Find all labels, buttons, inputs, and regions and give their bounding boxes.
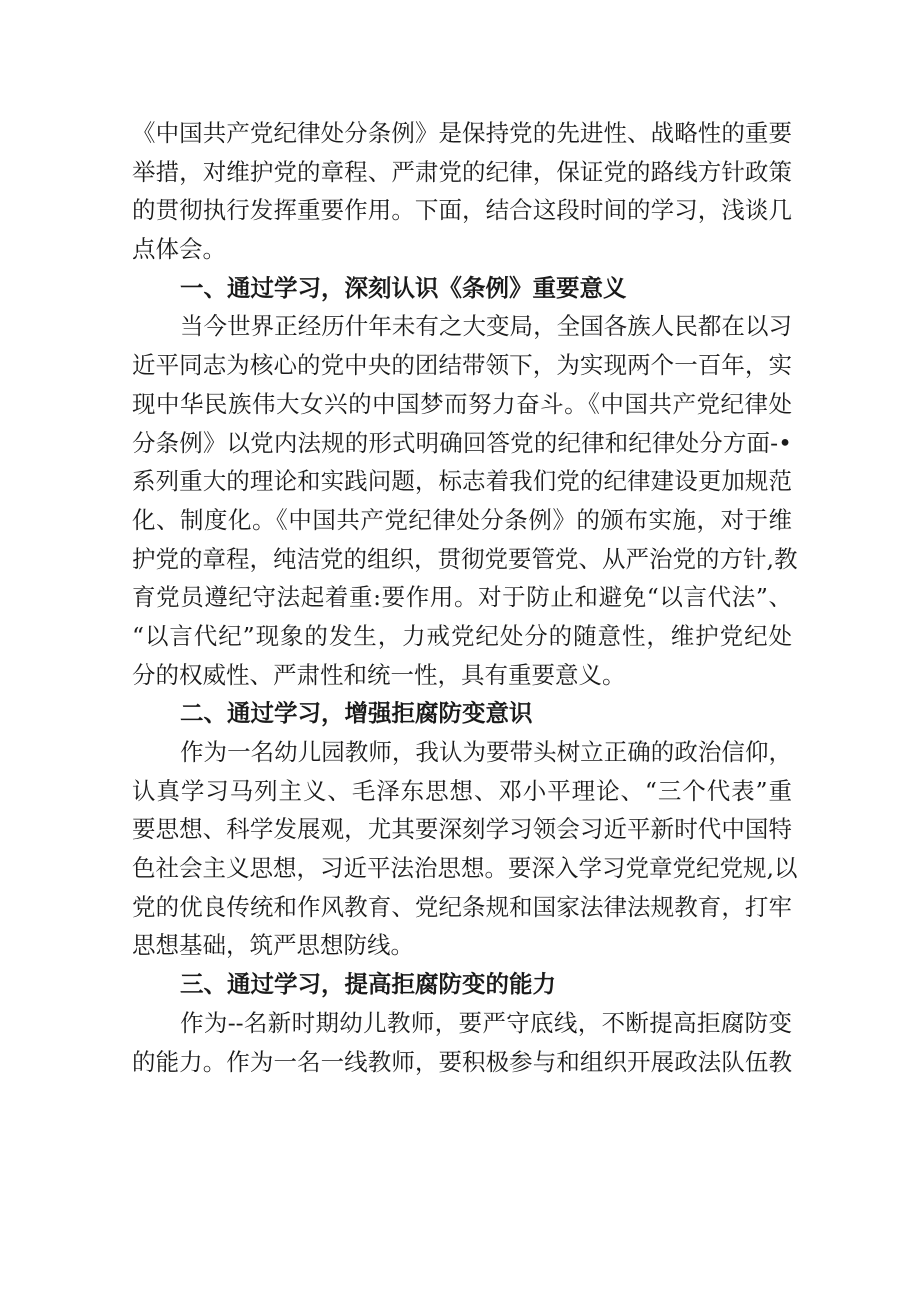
section-1-line: 当今世界正经历什年未有之大变局，全国各族人民都在以习 <box>180 312 792 341</box>
section-1-line: 近平同志为核心的党中央的团结带领下，为实现两个一百年，实 <box>132 351 792 380</box>
section-1-line: 育党员遵纪守法起着重:要作用。对于防止和避免“以言代法”、 <box>132 583 792 612</box>
section-2-line: 党的优良传统和作风教育、党纪条规和国家法律法规教育，打牢 <box>132 892 792 921</box>
section-2-line: 思想基础，筑严思想防线。 <box>132 931 414 960</box>
section-2-heading: 二、通过学习，增强拒腐防变意识 <box>180 699 533 728</box>
section-1-line: 化、制度化。《中国共产党纪律处分条例》的颁布实施，对于维 <box>132 505 792 534</box>
section-2-line: 色社会主义思想，习近平法治思想。要深入学习党章党纪党规,以 <box>132 854 798 883</box>
section-1-line: 现中华民族伟大女兴的中国梦而努力奋斗。《中国共产党纪律处 <box>132 389 792 418</box>
intro-line: 举措，对维护党的章程、严肃党的纪律，保证党的路线方针政策 <box>132 157 792 186</box>
section-3-line: 的能力。作为一名一线教师，要积极参与和组织开展政法队伍教 <box>132 1047 792 1076</box>
section-3-heading: 三、通过学习，提高拒腐防变的能力 <box>180 970 556 999</box>
section-1-line: 系列重大的理论和实践问题，标志着我们党的纪律建设更加规范 <box>132 467 792 496</box>
section-3-line: 作为--名新时期幼儿教师，要严守底线，不断提高拒腐防变 <box>180 1008 792 1037</box>
intro-line: 点体会。 <box>132 235 226 264</box>
section-1-line: 护党的章程，纯洁党的组织，贯彻党要管党、从严治党的方针,教 <box>132 544 798 573</box>
document-body <box>132 114 798 1081</box>
intro-line: 《中国共产党纪律处分条例》是保持党的先进性、战略性的重要 <box>132 119 792 147</box>
section-1-line: 分的权威性、严肃性和统一性，具有重要意义。 <box>132 660 626 689</box>
section-1-heading: 一、通过学习，深刻认识《条例》重要意义 <box>180 273 627 302</box>
section-2-line: 认真学习马列主义、毛泽东思想、邓小平理论、“三个代表”重 <box>132 776 792 805</box>
section-2-line: 要思想、科学发展观，尤其要深刻学习领会习近平新时代中国特 <box>132 815 792 844</box>
section-2-line: 作为一名幼儿园教师，我认为要带头树立正确的政治信仰， <box>180 738 792 766</box>
intro-line: 的贯彻执行发挥重要作用。下面，结合这段时间的学习，浅谈几 <box>132 196 792 225</box>
section-1-line: “以言代纪”现象的发生，力戒党纪处分的随意性，维护党纪处 <box>132 621 792 650</box>
section-1-line: 分条例》以党内法规的形式明确回答党的纪律和纪律处分方面-• <box>132 428 792 457</box>
